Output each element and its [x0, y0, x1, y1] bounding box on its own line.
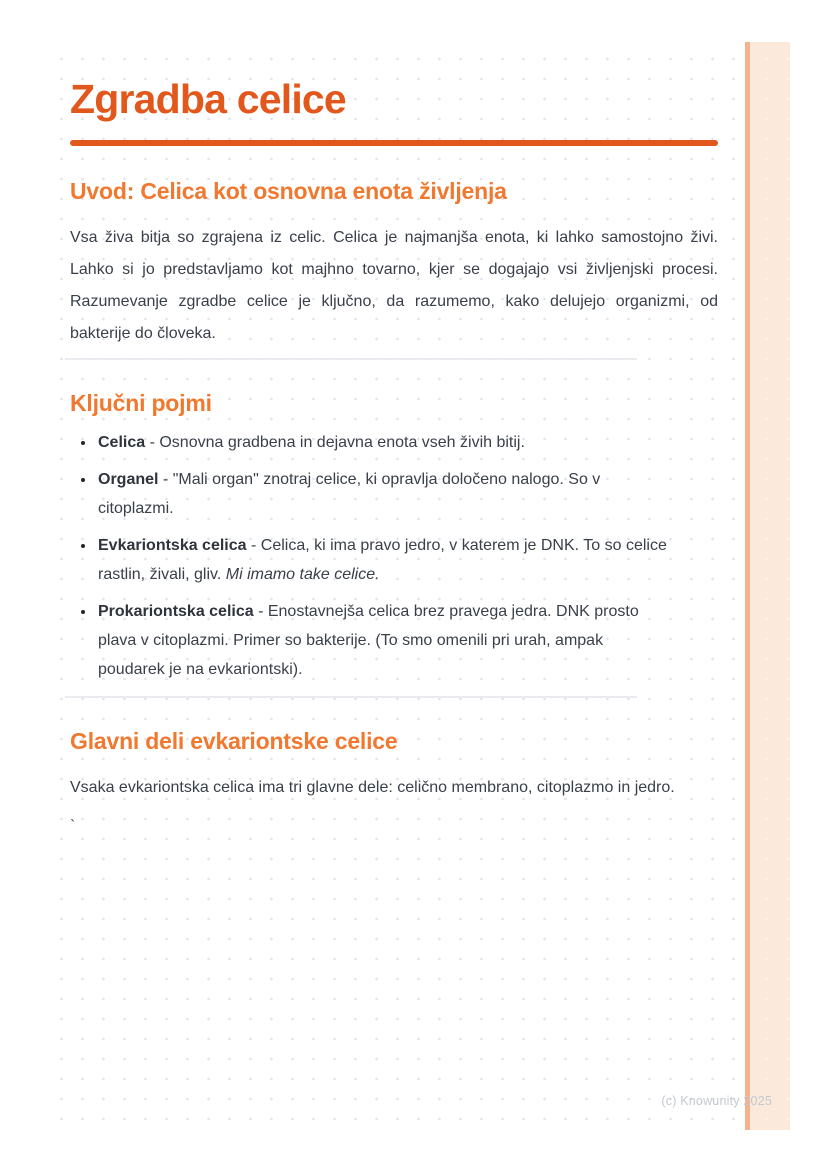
term-separator: - — [158, 471, 173, 488]
page-content — [42, 42, 790, 842]
section-divider — [65, 358, 637, 360]
section-heading-uvod: Uvod: Celica kot osnovna enota življenja — [70, 178, 507, 204]
section-heading-glavni-deli: Glavni deli evkariontske celice — [70, 728, 398, 754]
term-label: Prokariontska celica — [98, 603, 254, 620]
list-item — [96, 465, 668, 523]
title-underline-rule — [70, 140, 718, 146]
section-divider — [65, 696, 637, 698]
term-definition: Celica, ki ima pravo jedro, v katerem je DNK. To so celice rastlin, živali, gliv. — [98, 537, 667, 583]
list-item — [96, 531, 668, 589]
term-definition-italic: Mi imamo take celice. — [225, 566, 380, 583]
section-heading-kljucni-pojmi: Ključni pojmi — [70, 390, 212, 416]
list-item — [96, 597, 668, 684]
page-title: Zgradba celice — [70, 76, 346, 122]
glavni-deli-paragraph: Vsaka evkariontska celica ima tri glavne dele: celično membrano, citoplazmo in jedro. — [70, 779, 675, 796]
term-definition: Enostavnejša celica brez pravega jedra. DNK prosto plava v citoplazmi. Primer so bakterije. (To smo omenili pri urah, ampak poudarek je na evkariontski). — [98, 603, 639, 678]
document-page — [42, 42, 790, 1130]
term-definition: "Mali organ" znotraj celice, ki opravlja določeno nalogo. So v citoplazmi. — [98, 471, 601, 517]
term-separator: - — [145, 434, 160, 451]
term-label: Organel — [98, 471, 159, 488]
copyright-footer: (c) Knowunity 2025 — [661, 1094, 772, 1108]
term-label: Celica — [98, 434, 146, 451]
list-item — [96, 428, 668, 457]
term-separator: - — [246, 537, 261, 554]
key-terms-list — [70, 428, 718, 684]
term-label: Evkariontska celica — [98, 537, 247, 554]
term-separator: - — [253, 603, 268, 620]
term-definition: Osnovna gradbena in dejavna enota vseh živih bitij. — [159, 434, 525, 451]
stray-backtick-character: ` — [70, 818, 76, 835]
intro-paragraph: Vsa živa bitja so zgrajena iz celic. Celica je najmanjša enota, ki lahko samostojno živi. Lahko si jo predstavljamo kot majhno tovarno, kjer se dogajajo vsi življenjski procesi. Razumevanje zgradbe celice je ključno, da razumemo, kako delujejo organizmi, od bakterije do človeka. — [70, 229, 718, 342]
